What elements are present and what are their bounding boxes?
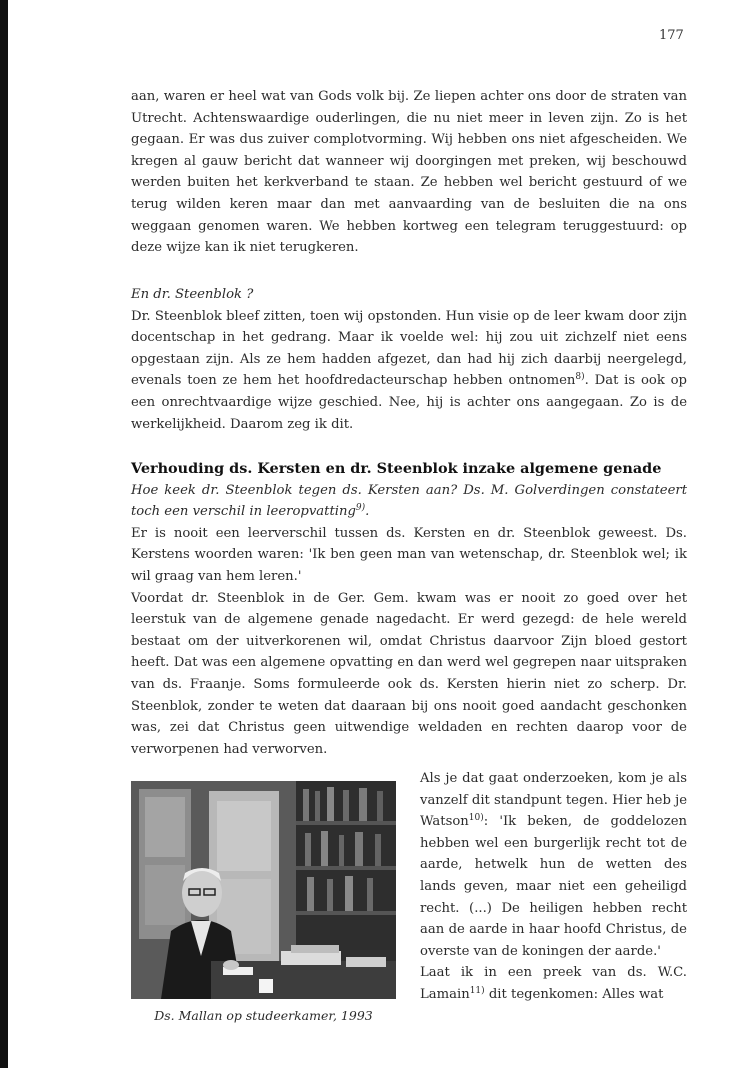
section-question-end: . bbox=[365, 504, 370, 520]
right-paragraph-1 bbox=[420, 768, 687, 962]
answer-text-a: Dr. Steenblok bleef zitten, toen wij opstonden. Hun visie op de leer kwam door zijn docentschap in het gedrang. Maar ik voelde wel: hij zou uit zichzelf niet eens opgestaan zijn. Als ze hem hadden afgezet, dan had hij zich daarbij neergelegd, evenals toen ze hem het hoofdredacteurschap hebben ontnomen bbox=[131, 308, 687, 389]
right-column-text bbox=[420, 768, 687, 1006]
section-question-text: Hoe keek dr. Steenblok tegen ds. Kersten aan? Ds. M. Golverdingen constateert toch een verschil in leeropvatting bbox=[131, 482, 687, 520]
footnote-ref: 9) bbox=[355, 503, 366, 514]
page-binding-edge bbox=[0, 0, 8, 1068]
paragraph-text: aan, waren er heel wat van Gods volk bij. Ze liepen achter ons door de straten van Utrecht. Achtenswaardige ouderlingen, die nu niet meer in leven zijn. Zo is het gegaan. Er was dus zuiver complotvorming. Wij hebben ons niet afgescheiden. We kregen al gauw bericht dat wanneer wij doorgingen met preken, wij beschouwd werden buiten het kerkverband te staan. Ze hebben wel bericht gestuurd of we terug wilden keren maar dan met aanvaarding van de besluiten die na ons weggaan genomen waren. We hebben kortweg een telegram teruggestuurd: op deze wijze kan ik niet terugkeren. bbox=[131, 89, 687, 256]
footnote-ref: 8) bbox=[575, 372, 585, 383]
right-paragraph-2 bbox=[420, 962, 687, 1005]
page-number: 177 bbox=[659, 28, 684, 43]
photo-study-room bbox=[131, 781, 396, 999]
right-paragraph-1-b: : 'Ik beken, de goddelozen hebben wel een burgerlijk recht tot de aarde, hetwelk hun de wetten des lands geven, maar niet een geheiligd recht. (...) De heiligen hebben recht aan de aarde in haar hoofd Christus, de overste van de koningen der aarde.' bbox=[420, 814, 687, 959]
footnote-ref: 11) bbox=[469, 985, 485, 996]
answer-text-b: . Dat is ook op een onrechtvaardige wijze geschied. Nee, hij is achter ons aangegaan. Zo is de werkelijkheid. Daarom zeg ik dit. bbox=[131, 373, 687, 432]
interview-question: En dr. Steenblok ? bbox=[131, 287, 254, 302]
section-paragraph-2: Voordat dr. Steenblok in de Ger. Gem. kwam was er nooit zo goed over het leerstuk van de algemene genade nagedacht. Er werd gezegd: de hele wereld bestaat om der uitverkorenen wil, omdat Christus daarvoor Zijn bloed gestort heeft. Dat was een algemene opvatting en dan werd wel gegrepen naar uitspraken van ds. Fraanje. Soms formuleerde ook ds. Kersten hierin niet zo scherp. Dr. Steenblok, zonder te weten dat daaraan bij ons nooit goed aandacht geschonken was, zei dat Christus geen uitwendige weldaden en rechten daarop voor de verworpenen had verworven. bbox=[131, 590, 687, 757]
section-paragraph-1: Er is nooit een leerverschil tussen ds. Kersten en dr. Steenblok geweest. Ds. Kerstens woorden waren: 'Ik ben geen man van wetenschap, dr. Steenblok wel; ik wil graag van hem leren.' bbox=[131, 525, 687, 584]
paragraph-block-2 bbox=[131, 284, 687, 435]
answer-paragraph bbox=[131, 306, 687, 436]
section-block bbox=[131, 458, 687, 760]
right-paragraph-2-b: dit tegenkomen: Alles wat bbox=[484, 986, 664, 1002]
footnote-ref: 10) bbox=[468, 813, 484, 824]
right-paragraph-2-a: Laat ik in een preek van ds. W.C. Lamain bbox=[420, 965, 687, 1002]
paragraph-block-1 bbox=[131, 86, 687, 259]
photo-illustration bbox=[131, 781, 396, 999]
section-question bbox=[131, 480, 687, 523]
right-paragraph-1-a: Als je dat gaat onderzoeken, kom je als vanzelf dit standpunt tegen. Hier heb je Watson bbox=[420, 771, 687, 830]
section-heading: Verhouding ds. Kersten en dr. Steenblok inzake algemene genade bbox=[131, 460, 662, 477]
photo-caption: Ds. Mallan op studeerkamer, 1993 bbox=[154, 1008, 373, 1023]
